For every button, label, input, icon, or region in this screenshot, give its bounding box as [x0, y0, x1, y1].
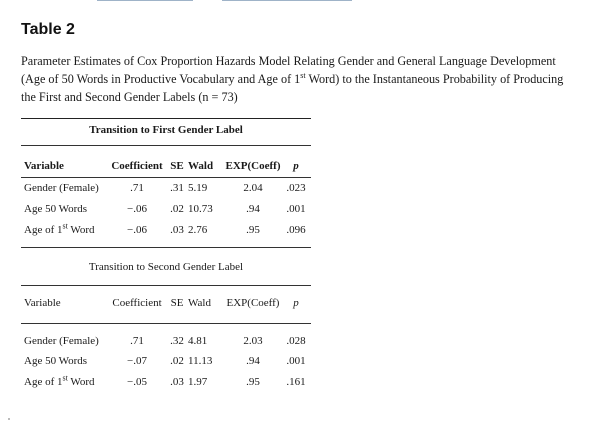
- first-block-title: Transition to First Gender Label: [89, 124, 243, 136]
- first-row-3-coefficient: −.06: [127, 224, 147, 236]
- second-row-2-p: .001: [286, 355, 306, 367]
- second-row-1-coefficient: .71: [130, 335, 144, 347]
- first-row-2-wald: 10.73: [188, 203, 213, 215]
- first-row-3-superscript: st: [62, 221, 68, 231]
- second-row-3-variable-end: Word: [67, 376, 95, 388]
- second-row-3-coefficient: −.05: [127, 376, 147, 388]
- first-row-3-wald: 2.76: [188, 224, 208, 236]
- first-row-2-p: .001: [286, 203, 306, 215]
- second-row-1-p: .028: [286, 335, 306, 347]
- first-header-rule: [21, 177, 311, 178]
- second-row-2-variable: Age 50 Words: [24, 355, 88, 367]
- second-title-rule: [21, 285, 311, 286]
- first-row-3-variable-end: Word: [67, 224, 95, 236]
- second-row-3-wald: 1.97: [188, 376, 208, 388]
- second-row-2-wald: 11.13: [188, 355, 213, 367]
- second-row-3-variable: [24, 373, 95, 388]
- caption-superscript: st: [300, 70, 306, 80]
- second-header-rule: [21, 323, 311, 324]
- first-row-1-coefficient: .71: [130, 182, 144, 194]
- first-header-se: SE: [170, 160, 184, 172]
- second-row-1-wald: 4.81: [188, 335, 208, 347]
- stray-dot: [8, 418, 10, 420]
- first-header-exp: EXP(Coeff): [225, 160, 281, 172]
- second-block-title: Transition to Second Gender Label: [88, 261, 244, 273]
- first-row-3-variable-start: Age of 1: [24, 224, 63, 236]
- second-row-1-variable: Gender (Female): [24, 335, 99, 347]
- first-row-1-variable: Gender (Female): [24, 182, 99, 194]
- second-header-coefficient: Coefficient: [112, 297, 162, 309]
- first-block-bottom-rule: [21, 247, 311, 248]
- first-row-1-p: .023: [286, 182, 306, 194]
- second-row-2-coefficient: −.07: [127, 355, 147, 367]
- second-row-3-exp: .95: [246, 376, 260, 388]
- caption-line-3: the First and Second Gender Labels (n = 73): [21, 90, 238, 104]
- first-row-3-p: .096: [286, 224, 306, 236]
- first-row-1-se: .31: [170, 182, 184, 194]
- second-header-variable: Variable: [24, 297, 61, 309]
- first-row-2-coefficient: −.06: [127, 203, 147, 215]
- first-header-coefficient: Coefficient: [111, 160, 163, 172]
- second-row-1-se: .32: [170, 335, 184, 347]
- top-divider-left: [97, 0, 193, 1]
- first-row-3-exp: .95: [246, 224, 260, 236]
- second-row-3-se: .03: [170, 376, 184, 388]
- table-caption: [21, 52, 596, 106]
- top-divider-right: [222, 0, 352, 1]
- second-row-3-superscript: st: [62, 373, 68, 383]
- first-title-rule: [21, 145, 311, 146]
- second-header-se: SE: [170, 297, 184, 309]
- first-row-2-se: .02: [170, 203, 184, 215]
- caption-line-2-end: Word) to the Instantaneous Probability of Producing: [305, 72, 564, 86]
- first-row-3-se: .03: [170, 224, 184, 236]
- first-row-3-variable: [24, 221, 95, 236]
- first-header-wald: Wald: [188, 160, 214, 172]
- second-row-3-p: .161: [286, 376, 306, 388]
- table-top-rule: [21, 118, 311, 119]
- caption-line-2-start: (Age of 50 Words in Productive Vocabulary and Age of 1: [21, 72, 301, 86]
- second-row-2-se: .02: [170, 355, 184, 367]
- second-header-exp: EXP(Coeff): [226, 297, 280, 309]
- first-row-2-exp: .94: [246, 203, 260, 215]
- caption-line-1: Parameter Estimates of Cox Proportion Hazards Model Relating Gender and General Language Development: [21, 54, 556, 68]
- second-header-wald: Wald: [188, 297, 211, 309]
- first-row-1-exp: 2.04: [243, 182, 263, 194]
- first-row-1-wald: 5.19: [188, 182, 208, 194]
- second-header-p: p: [293, 297, 299, 309]
- second-row-2-exp: .94: [246, 355, 260, 367]
- first-header-p: p: [293, 160, 299, 172]
- first-header-variable: Variable: [24, 160, 64, 172]
- second-row-1-exp: 2.03: [243, 335, 263, 347]
- first-row-2-variable: Age 50 Words: [24, 203, 88, 215]
- table-heading: Table 2: [21, 21, 75, 38]
- second-row-3-variable-start: Age of 1: [24, 376, 63, 388]
